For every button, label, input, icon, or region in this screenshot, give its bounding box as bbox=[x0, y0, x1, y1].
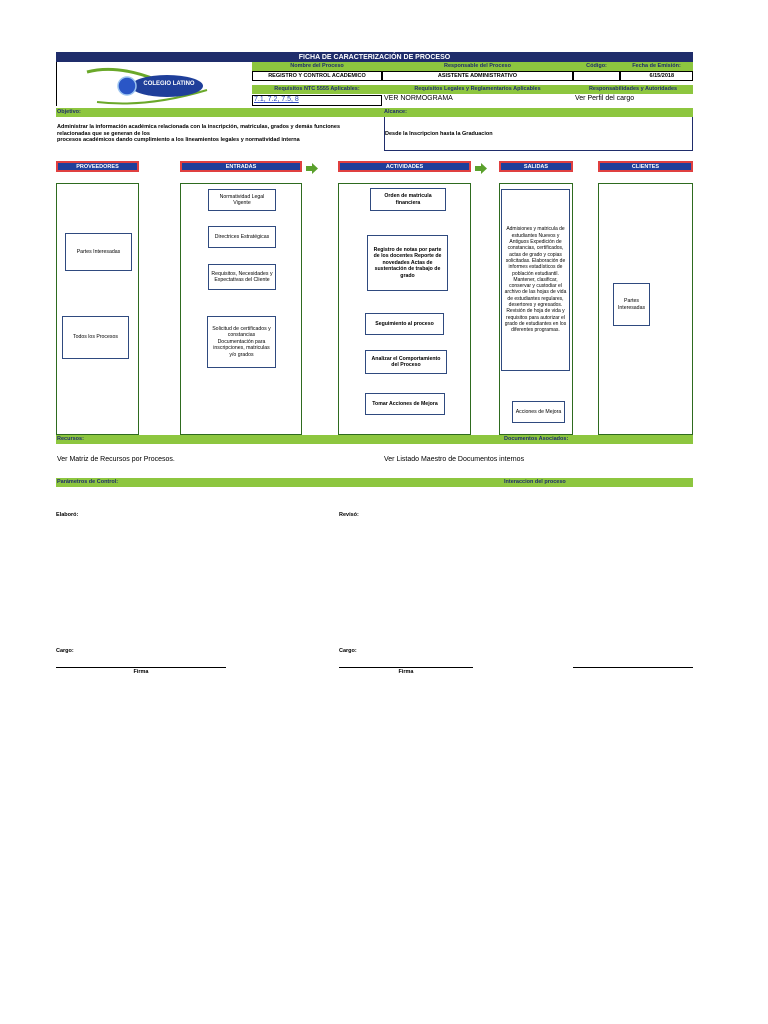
signature-label-right: Firma bbox=[398, 669, 414, 675]
prepared-label: Elaboró: bbox=[56, 512, 79, 518]
input-box: Normatividad Legal Vigente bbox=[208, 189, 276, 211]
label-responsibilities: Responsabilidades y Autoridades bbox=[588, 86, 678, 92]
issue-date-value: 6/15/2018 bbox=[620, 71, 693, 81]
objective-scope-label-row bbox=[56, 108, 693, 117]
resources-text: Ver Matriz de Recursos por Procesos. bbox=[57, 456, 175, 463]
responsibilities-value: Ver Perfil del cargo bbox=[575, 95, 635, 102]
signature-line-right bbox=[573, 667, 693, 668]
label-legal: Requisitos Legales y Reglamentarios Aplicables bbox=[414, 86, 541, 92]
resources-label: Recursos: bbox=[57, 436, 84, 442]
documents-label: Documentos Asociados: bbox=[504, 436, 569, 442]
sub-label-row bbox=[252, 85, 693, 94]
reviewed-label: Revisó: bbox=[339, 512, 359, 518]
inputs-header: ENTRADAS bbox=[180, 161, 302, 172]
documents-text: Ver Listado Maestro de Documentos internos bbox=[384, 456, 525, 463]
process-owner-value: ASISTENTE ADMINISTRATIVO bbox=[382, 71, 573, 81]
legal-value: VER NORMOGRAMA bbox=[384, 95, 453, 102]
provider-box: Partes Interesadas bbox=[65, 233, 132, 271]
activities-header: ACTIVIDADES bbox=[338, 161, 471, 172]
label-process-name: Nombre del Proceso bbox=[290, 63, 344, 69]
label-issue-date: Fecha de Emisión: bbox=[632, 63, 681, 69]
objective-label: Objetivo: bbox=[57, 109, 81, 115]
activity-box: Registro de notas por parte de los docentes Reporte de novedades Actas de sustentación de trabajo de grado bbox=[367, 235, 448, 291]
objective-line-3: procesos académicos dando cumplimiento a los lineamientos legales y normatividad interna bbox=[57, 137, 300, 143]
ntc-link[interactable]: 7.1, 7.2, 7.5, 8 bbox=[254, 96, 299, 103]
interaction-label: Interaccion del proceso bbox=[504, 479, 566, 485]
label-process-owner: Responsable del Proceso bbox=[444, 63, 511, 69]
activity-box: Orden de matricula financiera bbox=[370, 188, 446, 211]
activity-box: Tomar Acciones de Mejora bbox=[365, 393, 445, 415]
activity-box: Analizar el Comportamiento del Proceso bbox=[365, 350, 447, 374]
scope-text: Desde la Inscripcion hasta la Graduacion bbox=[385, 131, 493, 137]
inputs-column bbox=[180, 183, 302, 435]
clients-header: CLIENTES bbox=[598, 161, 693, 172]
scope-box bbox=[384, 117, 693, 151]
code-value bbox=[573, 71, 620, 81]
objective-line-1: Administrar la información académica relacionada con la inscripción, matriculas, grados y demás funciones bbox=[57, 124, 341, 130]
providers-header: PROVEEDORES bbox=[56, 161, 139, 172]
objective-text bbox=[56, 117, 384, 151]
school-logo-icon bbox=[57, 62, 253, 106]
arrow-right-icon bbox=[475, 161, 487, 179]
ntc-value bbox=[252, 95, 382, 106]
position-label-left: Cargo: bbox=[56, 648, 74, 654]
output-box: Acciones de Mejora bbox=[512, 401, 565, 423]
resources-label-row bbox=[56, 435, 693, 444]
scope-label: Alcance: bbox=[384, 109, 407, 115]
label-ntc: Requisitos NTC 5555 Aplicables: bbox=[274, 86, 360, 92]
label-code: Código: bbox=[586, 63, 607, 69]
output-box: Admisiones y matricula de estudiantes Nuevos y Antiguos Expedición de constancias, certificados, actas de grado y copias solicitadas. Elaboración de informes estadísticos de población estudiantil. Mantener, clasificar, conservar y custodiar el archivo de las hojas de vida de estudiantes regulares, desertores y egresados. Revisión de hoja de vida y requisitos para autorizar el grado de estudiantes en los diferentes programas. bbox=[501, 189, 570, 371]
logo-text: COLEGIO LATINO bbox=[143, 81, 195, 87]
signature-line-left bbox=[56, 667, 226, 668]
position-label-right: Cargo: bbox=[339, 648, 357, 654]
providers-column bbox=[56, 183, 139, 435]
input-box: Solicitud de certificados y constancias Documentación para inscripciones, matriculas y/o grados bbox=[207, 316, 276, 368]
logo-area bbox=[56, 62, 252, 106]
input-box: Directrices Estratégicas bbox=[208, 226, 276, 248]
signature-line-middle bbox=[339, 667, 473, 668]
control-label: Parámetros de Control: bbox=[57, 479, 119, 485]
page-title: FICHA DE CARACTERIZACIÓN DE PROCESO bbox=[56, 52, 693, 62]
input-box: Requisitos, Necesidades y Expectativas del Cliente bbox=[208, 264, 276, 290]
process-name-value: REGISTRO Y CONTROL ACADEMICO bbox=[252, 71, 382, 81]
provider-box: Todos los Procesos bbox=[62, 316, 129, 359]
activity-box: Seguimiento al proceso bbox=[365, 313, 444, 335]
header-label-row bbox=[252, 62, 693, 71]
arrow-right-icon bbox=[306, 161, 318, 179]
control-label-row bbox=[56, 478, 693, 487]
outputs-header: SALIDAS bbox=[499, 161, 573, 172]
signature-label-left: Firma bbox=[133, 669, 149, 675]
objective-line-2: relacionadas que se generan de los bbox=[57, 130, 150, 137]
client-box: Partes Interesadas bbox=[613, 283, 650, 326]
